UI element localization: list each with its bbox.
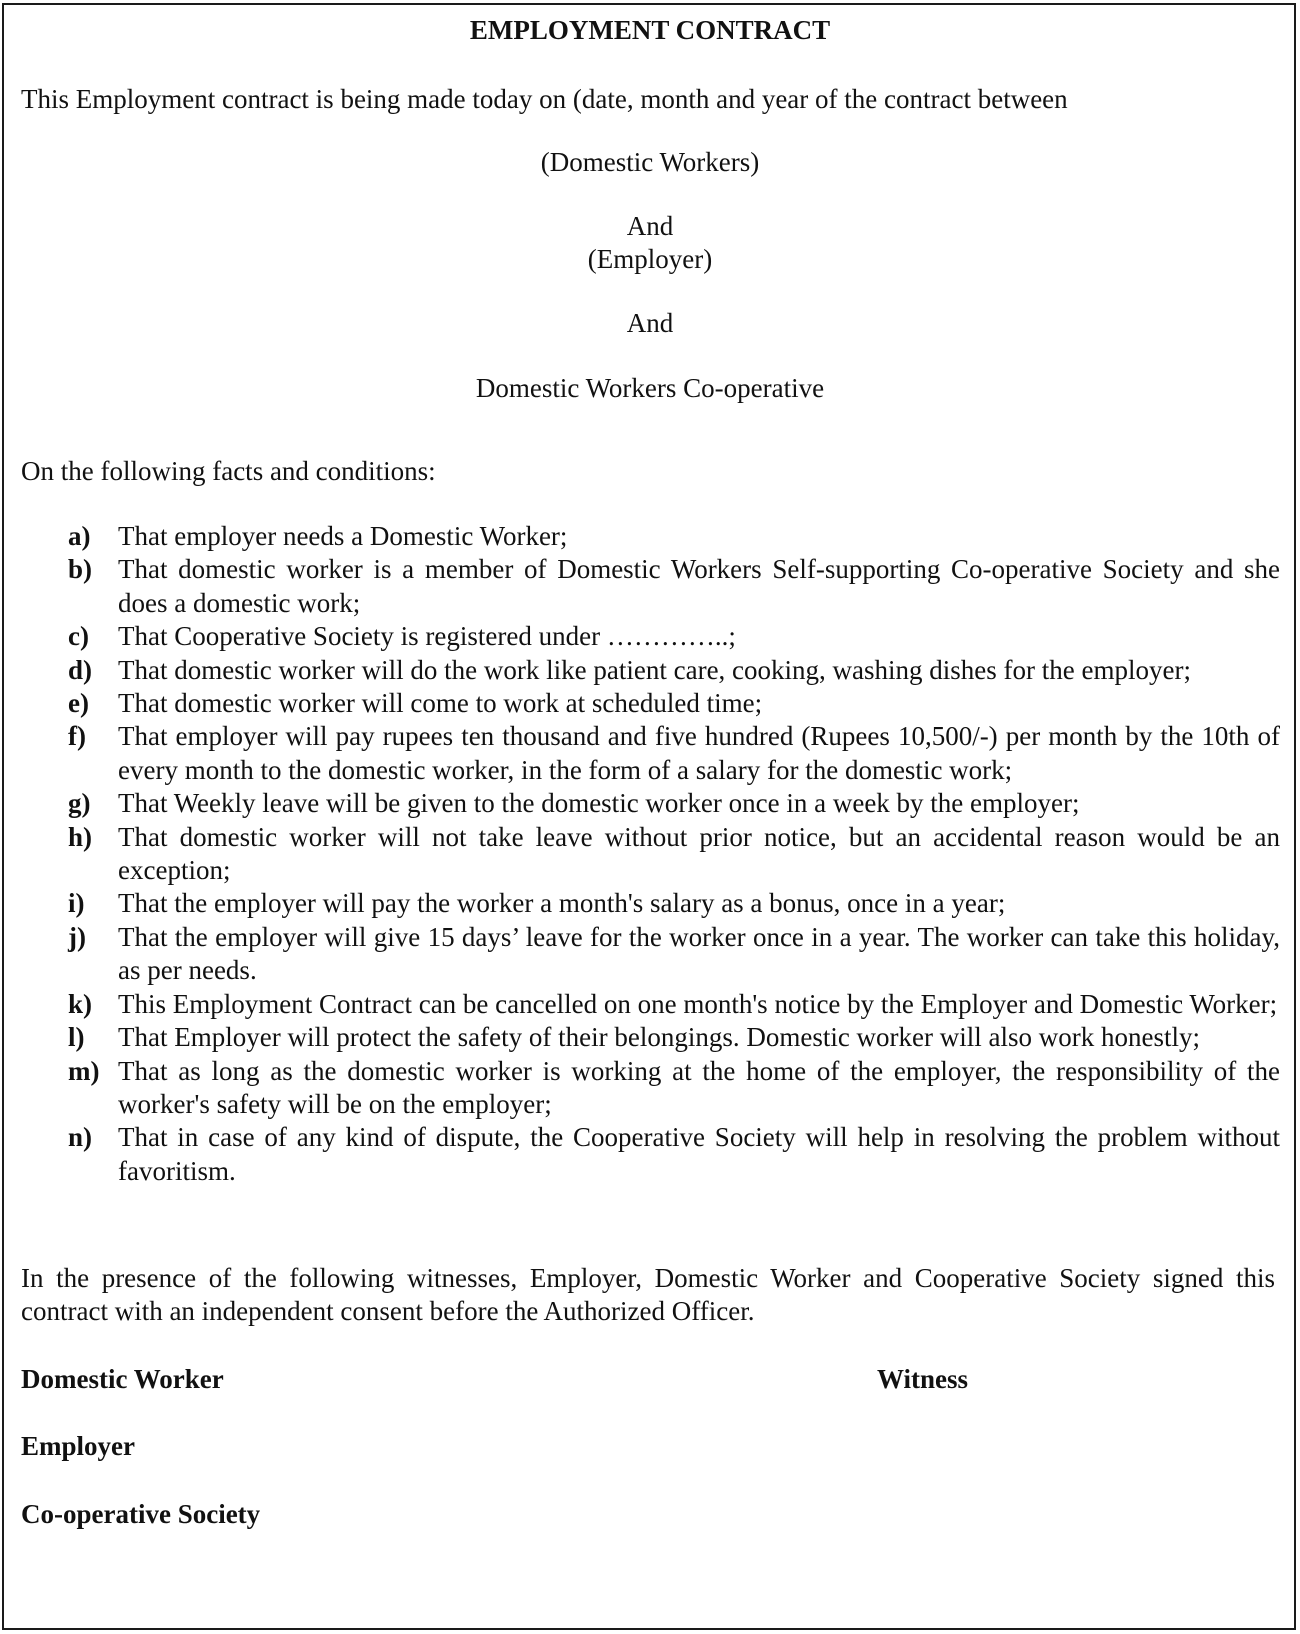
list-item-letter: e) <box>68 688 89 719</box>
list-item <box>58 1055 1280 1122</box>
conditions-list <box>58 520 1280 1188</box>
list-item-text: That employer will pay rupees ten thousand and five hundred (Rupees 10,500/-) per month by the 10th of every month to the domestic worker, in the form of a salary for the domestic work; <box>118 721 1280 785</box>
list-item <box>58 887 1280 920</box>
list-item-text: That the employer will pay the worker a month's salary as a bonus, once in a year; <box>118 888 1006 919</box>
list-item-text: This Employment Contract can be cancelled on one month's notice by the Employer and Domestic Worker; <box>118 988 1278 1019</box>
list-item <box>58 921 1280 988</box>
list-item-letter: h) <box>68 821 93 852</box>
list-item <box>58 821 1280 888</box>
list-item <box>58 1021 1280 1054</box>
signature-cooperative-society: Co-operative Society <box>21 1499 261 1529</box>
list-item <box>58 1121 1280 1188</box>
list-item <box>58 988 1280 1021</box>
intro-text: This Employment contract is being made today on (date, month and year of the contract between <box>21 84 1068 114</box>
list-item-text: That employer needs a Domestic Worker; <box>118 521 568 551</box>
document-title: EMPLOYMENT CONTRACT <box>469 15 831 45</box>
list-item-text: That domestic worker will come to work at scheduled time; <box>118 688 763 719</box>
signature-witness: Witness <box>877 1364 969 1394</box>
party-and-1: And <box>626 211 674 241</box>
list-item-letter: i) <box>68 888 85 919</box>
list-item-text: That as long as the domestic worker is working at the home of the employer, the responsibility of the worker's safety will be on the employer; <box>118 1055 1280 1119</box>
list-item-letter: b) <box>68 554 93 585</box>
list-item-letter: j) <box>68 921 86 952</box>
list-item-text: That domestic worker will not take leave without prior notice, but an accidental reason would be an exception; <box>118 821 1280 886</box>
facts-intro: On the following facts and conditions: <box>21 456 436 486</box>
list-item <box>58 787 1280 820</box>
list-item <box>58 654 1280 687</box>
party-cooperative: Domestic Workers Co-operative <box>475 373 825 403</box>
list-item-letter: d) <box>68 654 93 685</box>
list-item-text: That domestic worker is a member of Domestic Workers Self-supporting Co-operative Society and she does a domestic work; <box>118 554 1280 618</box>
list-item-letter: a) <box>68 521 91 551</box>
closing-paragraph: In the presence of the following witnesses, Employer, Domestic Worker and Cooperative Society signed this contract with an independent consent before the Authorized Officer. <box>21 1263 1275 1326</box>
list-item <box>58 553 1280 620</box>
list-item-letter: c) <box>68 621 89 652</box>
signature-employer: Employer <box>21 1431 135 1461</box>
signature-domestic-worker: Domestic Worker <box>21 1364 224 1394</box>
list-item-text: That in case of any kind of dispute, the Cooperative Society will help in resolving the problem without favoritism. <box>118 1122 1280 1186</box>
list-item <box>58 720 1280 787</box>
list-item-letter: f) <box>68 721 86 752</box>
list-item-letter: k) <box>68 988 93 1019</box>
list-item-text: That Weekly leave will be given to the domestic worker once in a week by the employer; <box>118 788 1080 819</box>
list-item-letter: n) <box>68 1122 93 1153</box>
party-employer: (Employer) <box>587 244 713 274</box>
party-and-2: And <box>626 308 674 338</box>
list-item-text: That Cooperative Society is registered under …………..; <box>118 621 736 652</box>
party-domestic-workers: (Domestic Workers) <box>540 147 760 177</box>
list-item-text: That the employer will give 15 days’ leave for the worker once in a year. The worker can take this holiday, as per needs. <box>118 921 1280 986</box>
list-item-text: That domestic worker will do the work like patient care, cooking, washing dishes for the employer; <box>118 654 1191 685</box>
list-item-letter: l) <box>68 1022 85 1053</box>
list-item-text: That Employer will protect the safety of their belongings. Domestic worker will also work honestly; <box>118 1022 1201 1053</box>
list-item <box>58 687 1280 720</box>
list-item <box>58 520 1280 553</box>
list-item <box>58 620 1280 653</box>
list-item-letter: m) <box>68 1055 100 1086</box>
list-item-letter: g) <box>68 788 91 819</box>
